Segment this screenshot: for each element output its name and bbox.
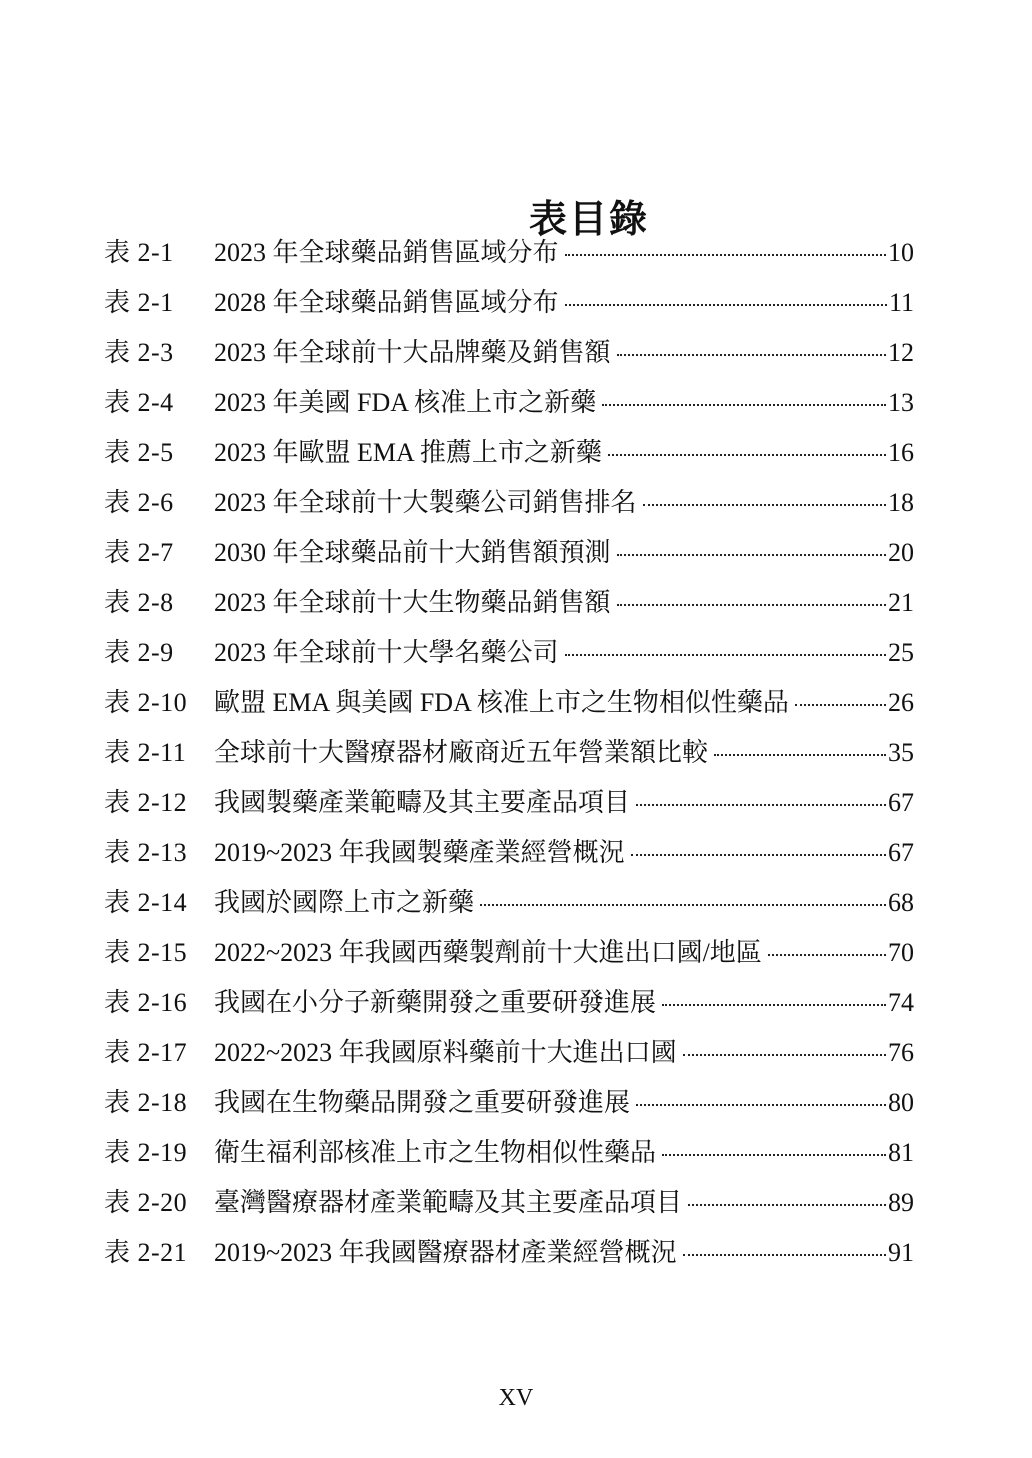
entry-title: 全球前十大醫療器材廠商近五年營業額比較 bbox=[214, 738, 709, 767]
dot-leader bbox=[662, 1154, 886, 1156]
entry-title: 2023 年全球前十大學名藥公司 bbox=[214, 638, 559, 667]
entry-title: 我國於國際上市之新藥 bbox=[214, 888, 475, 917]
toc-entry[interactable] bbox=[104, 928, 914, 978]
entry-title: 2030 年全球藥品前十大銷售額預測 bbox=[214, 538, 611, 567]
toc-entry[interactable] bbox=[104, 978, 914, 1028]
toc-entry[interactable] bbox=[104, 778, 914, 828]
entry-title: 衛生福利部核准上市之生物相似性藥品 bbox=[214, 1138, 657, 1167]
entry-page-number: 68 bbox=[888, 888, 914, 917]
entry-page-number: 80 bbox=[888, 1088, 914, 1117]
toc-entry[interactable] bbox=[104, 1128, 914, 1178]
dot-leader bbox=[602, 404, 886, 406]
dot-leader bbox=[480, 904, 886, 906]
entry-title: 歐盟 EMA 與美國 FDA 核准上市之生物相似性藥品 bbox=[214, 688, 789, 717]
dot-leader bbox=[768, 954, 886, 956]
toc-entry[interactable] bbox=[104, 578, 914, 628]
entry-title: 2023 年全球前十大品牌藥及銷售額 bbox=[214, 338, 611, 367]
entry-label: 表 2-11 bbox=[104, 738, 187, 767]
entry-page-number: 16 bbox=[888, 438, 914, 467]
dot-leader bbox=[636, 804, 886, 806]
entry-title: 2022~2023 年我國西藥製劑前十大進出口國/地區 bbox=[214, 938, 762, 967]
entry-label: 表 2-20 bbox=[104, 1188, 188, 1217]
entry-page-number: 21 bbox=[888, 588, 914, 617]
entry-page-number: 18 bbox=[888, 488, 914, 517]
toc-entry[interactable] bbox=[104, 478, 914, 528]
entry-label: 表 2-7 bbox=[104, 538, 174, 567]
entry-page-number: 76 bbox=[888, 1038, 914, 1067]
entry-label: 表 2-3 bbox=[104, 338, 174, 367]
toc-entry[interactable] bbox=[104, 228, 914, 278]
toc-entry[interactable] bbox=[104, 378, 914, 428]
toc-entry[interactable] bbox=[104, 828, 914, 878]
entry-label: 表 2-17 bbox=[104, 1038, 188, 1067]
dot-leader bbox=[617, 354, 886, 356]
entry-label: 表 2-19 bbox=[104, 1138, 188, 1167]
dot-leader bbox=[714, 754, 886, 756]
page-number-footer: XV bbox=[498, 1385, 534, 1411]
toc-entry[interactable] bbox=[104, 1078, 914, 1128]
entry-label: 表 2-6 bbox=[104, 488, 174, 517]
toc-entry[interactable] bbox=[104, 328, 914, 378]
toc-entry[interactable] bbox=[104, 1178, 914, 1228]
entry-page-number: 81 bbox=[888, 1138, 914, 1167]
entry-label: 表 2-16 bbox=[104, 988, 188, 1017]
entry-label: 表 2-14 bbox=[104, 888, 188, 917]
entry-label: 表 2-10 bbox=[104, 688, 188, 717]
entry-title: 2022~2023 年我國原料藥前十大進出口國 bbox=[214, 1038, 677, 1067]
entry-title: 2023 年全球藥品銷售區域分布 bbox=[214, 238, 559, 267]
entry-title: 我國製藥產業範疇及其主要產品項目 bbox=[214, 788, 631, 817]
entry-page-number: 26 bbox=[888, 688, 914, 717]
entry-page-number: 67 bbox=[888, 788, 914, 817]
entry-page-number: 67 bbox=[888, 838, 914, 867]
entry-label: 表 2-8 bbox=[104, 588, 174, 617]
entry-label: 表 2-21 bbox=[104, 1238, 188, 1267]
toc-entry[interactable] bbox=[104, 678, 914, 728]
dot-leader bbox=[636, 1104, 886, 1106]
dot-leader bbox=[565, 254, 886, 256]
entry-page-number: 74 bbox=[888, 988, 914, 1017]
entry-label: 表 2-1 bbox=[104, 288, 174, 317]
dot-leader bbox=[683, 1254, 886, 1256]
page-title: 表目錄 bbox=[528, 197, 649, 242]
dot-leader bbox=[617, 554, 886, 556]
entry-page-number: 35 bbox=[888, 738, 914, 767]
toc-entry[interactable] bbox=[104, 278, 914, 328]
entry-title: 我國在小分子新藥開發之重要研發進展 bbox=[214, 988, 657, 1017]
entry-title: 2023 年全球前十大生物藥品銷售額 bbox=[214, 588, 611, 617]
entry-label: 表 2-18 bbox=[104, 1088, 188, 1117]
entry-label: 表 2-12 bbox=[104, 788, 188, 817]
entry-page-number: 89 bbox=[888, 1188, 914, 1217]
toc-entry[interactable] bbox=[104, 428, 914, 478]
entry-page-number: 70 bbox=[888, 938, 914, 967]
dot-leader bbox=[688, 1204, 886, 1206]
toc-entry[interactable] bbox=[104, 1228, 914, 1278]
toc-entry[interactable] bbox=[104, 528, 914, 578]
entry-title: 2028 年全球藥品銷售區域分布 bbox=[214, 288, 559, 317]
dot-leader bbox=[565, 304, 887, 306]
entry-page-number: 11 bbox=[888, 288, 914, 317]
dot-leader bbox=[683, 1054, 886, 1056]
entry-label: 表 2-15 bbox=[104, 938, 188, 967]
dot-leader bbox=[617, 604, 886, 606]
entry-page-number: 20 bbox=[888, 538, 914, 567]
dot-leader bbox=[662, 1004, 886, 1006]
table-of-tables bbox=[104, 228, 914, 1278]
entry-title: 2023 年歐盟 EMA 推薦上市之新藥 bbox=[214, 438, 602, 467]
entry-title: 臺灣醫療器材產業範疇及其主要產品項目 bbox=[214, 1188, 683, 1217]
entry-title: 我國在生物藥品開發之重要研發進展 bbox=[214, 1088, 631, 1117]
dot-leader bbox=[643, 504, 886, 506]
entry-label: 表 2-9 bbox=[104, 638, 174, 667]
dot-leader bbox=[565, 654, 886, 656]
entry-label: 表 2-4 bbox=[104, 388, 174, 417]
entry-page-number: 12 bbox=[888, 338, 914, 367]
dot-leader bbox=[795, 704, 886, 706]
entry-title: 2019~2023 年我國醫療器材產業經營概況 bbox=[214, 1238, 677, 1267]
entry-title: 2023 年美國 FDA 核准上市之新藥 bbox=[214, 388, 597, 417]
entry-title: 2019~2023 年我國製藥產業經營概況 bbox=[214, 838, 625, 867]
entry-label: 表 2-1 bbox=[104, 238, 174, 267]
entry-page-number: 25 bbox=[888, 638, 914, 667]
dot-leader bbox=[608, 454, 886, 456]
entry-page-number: 13 bbox=[888, 388, 914, 417]
dot-leader bbox=[631, 854, 886, 856]
toc-entry[interactable] bbox=[104, 1028, 914, 1078]
entry-label: 表 2-5 bbox=[104, 438, 174, 467]
entry-title: 2023 年全球前十大製藥公司銷售排名 bbox=[214, 488, 637, 517]
toc-entry[interactable] bbox=[104, 628, 914, 678]
toc-entry[interactable] bbox=[104, 728, 914, 778]
entry-label: 表 2-13 bbox=[104, 838, 188, 867]
entry-page-number: 91 bbox=[888, 1238, 914, 1267]
entry-page-number: 10 bbox=[888, 238, 914, 267]
toc-entry[interactable] bbox=[104, 878, 914, 928]
